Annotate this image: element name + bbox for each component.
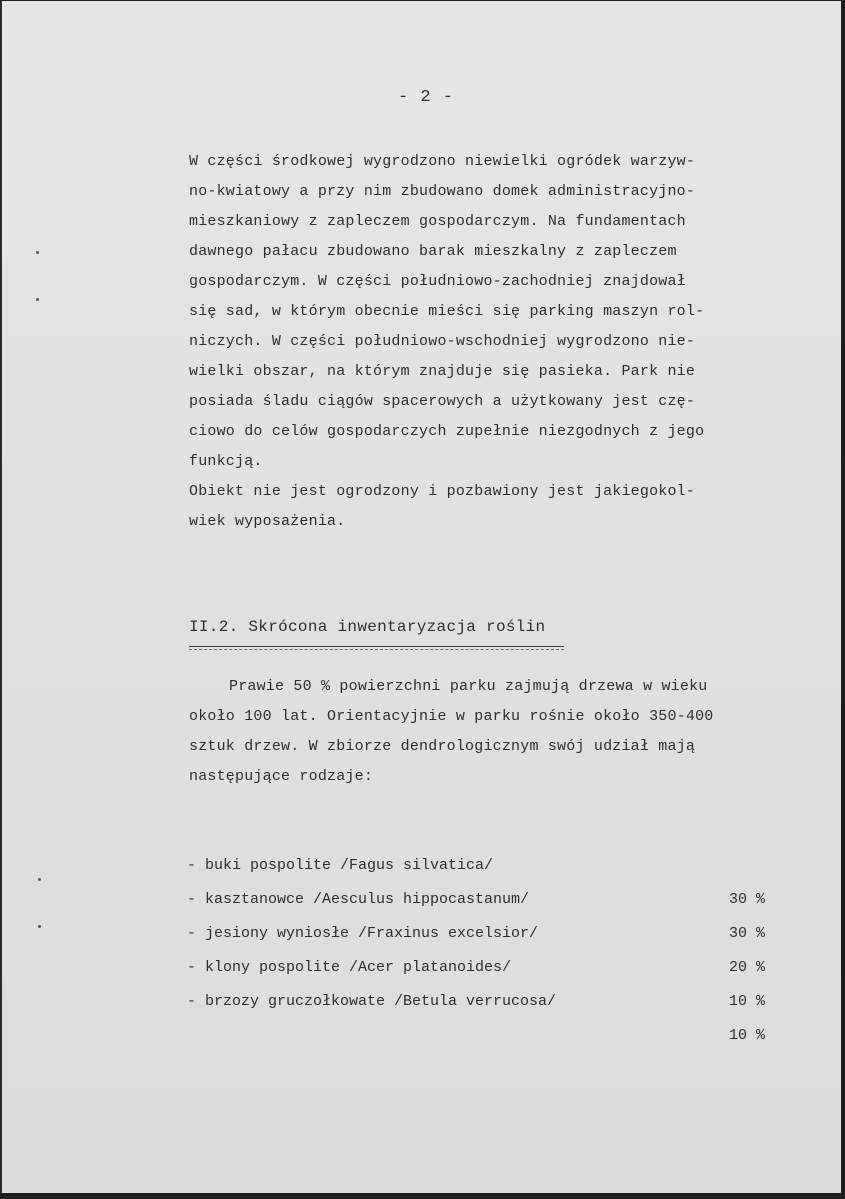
species-name: - brzozy gruczołkowate /Betula verrucosa/ xyxy=(187,993,557,1010)
scan-speck xyxy=(36,298,39,301)
text-line: posiada śladu ciągów spacerowych a użytkowany jest czę- xyxy=(189,393,696,410)
scan-speck xyxy=(38,878,41,881)
species-row xyxy=(187,951,787,1044)
text-line: dawnego pałacu zbudowano barak mieszkalny z zapleczem xyxy=(189,243,677,260)
text-line: mieszkaniowy z zapleczem gospodarczym. Na fundamentach xyxy=(189,213,686,230)
text-line: wiek wyposażenia. xyxy=(189,513,346,530)
text-line: ciowo do celów gospodarczych zupełnie niezgodnych z jego xyxy=(189,423,705,440)
heading-underline xyxy=(189,646,564,647)
species-name: - kasztanowce /Aesculus hippocastanum/ xyxy=(187,891,530,908)
text-line: około 100 lat. Orientacyjnie w parku rośnie około 350-400 xyxy=(189,708,714,725)
page-number: - 2 - xyxy=(398,88,455,107)
species-list xyxy=(187,815,787,1044)
text-line: wielki obszar, na którym znajduje się pasieka. Park nie xyxy=(189,363,696,380)
section-heading: II.2. Skrócona inwentaryzacja roślin xyxy=(189,618,546,636)
text-line: Obiekt nie jest ogrodzony i pozbawiony jest jakiegokol- xyxy=(189,483,696,500)
text-line: W części środkowej wygrodzono niewielki ogródek warzyw- xyxy=(189,153,696,170)
text-line: Prawie 50 % powierzchni parku zajmują drzewa w wieku xyxy=(229,678,708,695)
species-percent: 10 % xyxy=(729,993,766,1010)
text-line: niczych. W części południowo-wschodniej wygrodzono nie- xyxy=(189,333,696,350)
species-name: - klony pospolite /Acer platanoides/ xyxy=(187,959,512,976)
scan-border-left xyxy=(0,0,2,1199)
scan-speck xyxy=(36,251,39,254)
text-line: no-kwiatowy a przy nim zbudowano domek administracyjno- xyxy=(189,183,696,200)
text-line: sztuk drzew. W zbiorze dendrologicznym swój udział mają xyxy=(189,738,696,755)
paragraph-site-description xyxy=(189,147,789,537)
text-line: gospodarczym. W części południowo-zachodniej znajdował xyxy=(189,273,686,290)
species-percent: 30 % xyxy=(729,891,766,908)
paragraph-inventory-intro xyxy=(189,672,789,792)
species-name: - jesiony wyniosłe /Fraxinus excelsior/ xyxy=(187,925,539,942)
scan-border-right xyxy=(841,0,845,1199)
scan-speck xyxy=(38,925,41,928)
text-line: następujące rodzaje: xyxy=(189,768,374,785)
text-line: funkcją. xyxy=(189,453,263,470)
species-percent: 10 % xyxy=(729,1027,766,1044)
scan-border-bottom xyxy=(0,1193,845,1199)
species-name: - buki pospolite /Fagus silvatica/ xyxy=(187,857,494,874)
species-percent: 30 % xyxy=(729,925,766,942)
heading-underline-secondary xyxy=(189,649,564,650)
text-line: się sad, w którym obecnie mieści się parking maszyn rol- xyxy=(189,303,705,320)
species-percent: 20 % xyxy=(729,959,766,976)
